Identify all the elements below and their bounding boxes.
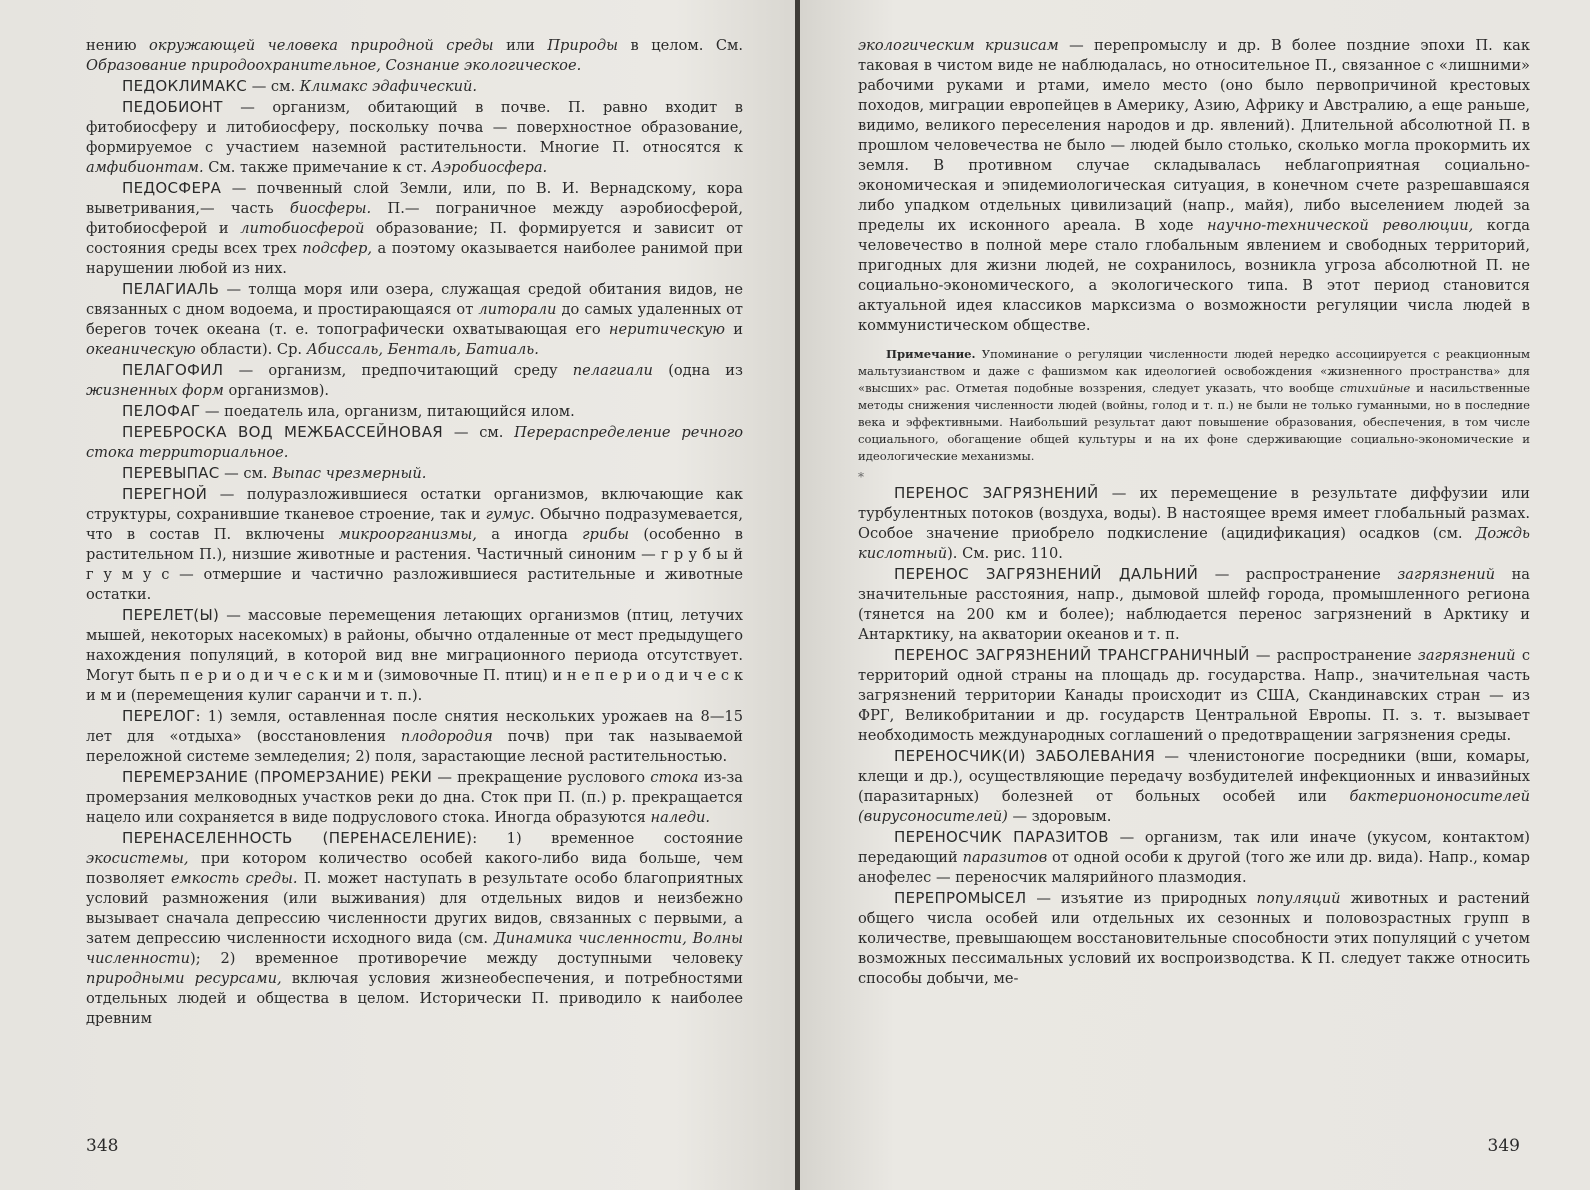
footnote: [858, 346, 1530, 465]
left-paragraph: ПЕРЕНАСЕЛЕННОСТЬ (ПЕРЕНАСЕЛЕНИЕ): 1) временное состояние экосистемы, при котором количество особей какого-либо вида больше, чем позволяет емкость среды. П. может наступать в результате особо благоприятных условий размножения (или выживания) для отдельных видов и неизбежно вызывает сначала депрессию численности других видов, связанных с первыми, а затем депрессию численности исходного вида (см. Динамика численности, Волны численности); 2) временное противоречие между доступными человеку природными ресурсами, включая условия жизнеобеспечения, и потребностями отдельных людей и общества в целом. Исторически П. приводило к наиболее древним: [86, 829, 743, 1027]
left-paragraph: ПЕРЕЛЕТ(Ы) — массовые перемещения летающих организмов (птиц, летучих мышей, некоторых насекомых) в районы, обычно отдаленные от мест предыдущего нахождения популяций, в которой вид вне миграционного периода отсутствует. Могут быть п е р и о д и ч е с к и м и (зимовочные П. птиц) и н е п е р и о д и ч е с к и м и (перемещения кулиг саранчи и т. п.).: [86, 606, 743, 704]
left-paragraph: ПЕДОСФЕРА — почвенный слой Земли, или, по В. И. Вернадскому, кора выветривания,— часть биосферы. П.— пограничное между аэробиосферой, фитобиосферой и литобиосферой образование; П. формируется и зависит от состояния среды всех трех подсфер, а поэтому оказывается наиболее ранимой при нарушении любой из них.: [86, 179, 743, 277]
left-paragraph: ПЕРЕЛОГ: 1) земля, оставленная после снятия нескольких урожаев на 8—15 лет для «отдыха» (восстановления плодородия почв) при так называемой переложной системе земледелия; 2) поля, зарастающие лесной растительностью.: [86, 707, 743, 765]
right-paragraph: ПЕРЕНОС ЗАГРЯЗНЕНИЙ ТРАНСГРАНИЧНЫЙ — распространение загрязнений с территорий одной страны на площадь др. государства. Напр., значительная часть загрязнений территории Канады происходит из США, Скандинавских стран — из ФРГ, Великобритании и др. государств Центральной Европы. П. з. т. вызывает необходимость международных соглашений о предотвращении загрязнения среды.: [858, 646, 1531, 744]
left-paragraph: ПЕЛАГОФИЛ — организм, предпочитающий среду пелагиали (одна из жизненных форм организмов).: [86, 361, 743, 399]
page-number-left: 348: [86, 1136, 119, 1156]
left-page-text: [86, 36, 743, 1029]
left-paragraph: ПЕРЕБРОСКА ВОД МЕЖБАССЕЙНОВАЯ — см. Перераспределение речного стока территориальное.: [86, 423, 743, 461]
right-paragraph: ПЕРЕНОСЧИК ПАРАЗИТОВ — организм, так или иначе (укусом, контактом) передающий паразитов от одной особи к другой (того же или др. вида). Напр., комар анофелес — переносчик малярийного плазмодия.: [858, 828, 1530, 886]
right-page-text: [858, 36, 1530, 336]
left-paragraph: ПЕДОБИОНТ — организм, обитающий в почве. П. равно входит в фитобиосферу и литобиосферу, поскольку почва — поверхностное образование, формируемое с участием наземной растительности. Многие П. относятся к амфибионтам. См. также примечание к ст. Аэробиосфера.: [86, 98, 743, 176]
left-paragraph: ПЕДОКЛИМАКС — см. Климакс эдафический.: [122, 77, 478, 95]
left-paragraph: ПЕЛОФАГ — поедатель ила, организм, питающийся илом.: [122, 402, 575, 420]
left-paragraph: нению окружающей человека природной среды или Природы в целом. См. Образование природоохранительное, Сознание экологическое.: [86, 37, 743, 74]
left-paragraph: ПЕРЕВЫПАС — см. Выпас чрезмерный.: [122, 464, 427, 482]
footnote-star: *: [858, 470, 864, 484]
right-paragraph: экологическим кризисам — перепромыслу и др. В более поздние эпохи П. как таковая в чистом виде не наблюдалась, но относительное П., связанное с «лишними» рабочими руками и ртами, имело место (оно было первопричиной крестовых походов, миграции европейцев в Америку, Азию, Африку и Австралию, а еще раньше, видимо, великого переселения народов и др. явлений). Длительной абсолютной П. в прошлом человечества не было — людей было столько, сколько могла прокормить их земля. В противном случае складывалась неблагоприятная социально-экономическая и эпидемиологическая ситуация, в конечном счете разрешавшаяся либо упадком отдельных цивилизаций (напр., майя), либо выселением людей за пределы их исконного ареала. В ходе научно-технической революции, когда человечество в полной мере стало глобальным явлением и свободных территорий, пригодных для жизни людей, не сохранилось, возникла угроза абсолютной П. не социально-экономического, а экологического типа. В этот период становится актуальной идея классиков марксизма о возможности регуляции числа людей в коммунистическом обществе.: [858, 37, 1530, 334]
page-number-right: 349: [1487, 1136, 1520, 1156]
right-page: [800, 0, 1590, 1190]
left-paragraph: ПЕРЕМЕРЗАНИЕ (ПРОМЕРЗАНИЕ) РЕКИ — прекращение руслового стока из-за промерзания мелководных участков реки до дна. Сток при П. (п.) р. прекращается нацело или сохраняется в виде подруслового стока. Иногда образуются наледи.: [86, 768, 743, 826]
right-paragraph: ПЕРЕНОС ЗАГРЯЗНЕНИЙ — их перемещение в результате диффузии или турбулентных потоков (воздуха, воды). В настоящее время имеет глобальный размах. Особое значение приобрело подкисление (ацидификация) осадков (см. Дождь кислотный). См. рис. 110.: [858, 484, 1530, 562]
footnote-text: Упоминание о регуляции численности людей нередко ассоциируется с реакционным мальтузианством и даже с фашизмом как идеологией освобождения «жизненного пространства» для «высших» рас. Отметая подобные воззрения, следует указать, что вообще стихийные и насильственные методы снижения численности людей (войны, голод и т. п.) не были не только гуманными, но в последние века и эффективными. Наибольший результат дают повышение образования, обеспечения, в том числе социального, обогащение общей культуры и на их фоне сдерживающие социально-экономические и идеологические механизмы.: [858, 347, 1530, 463]
footnote-label: Примечание.: [886, 347, 976, 361]
right-paragraph: ПЕРЕПРОМЫСЕЛ — изъятие из природных популяций животных и растений общего числа особей или отдельных их сезонных и половозрастных групп в количестве, превышающем восстановительные способности этих популяций с учетом возможных пессимальных условий их воспроизводства. К П. следует также относить способы добычи, ме-: [858, 889, 1530, 987]
right-page-text-after: [858, 483, 1530, 989]
left-paragraph: ПЕЛАГИАЛЬ — толща моря или озера, служащая средой обитания видов, не связанных с дном водоема, и простирающаяся от литорали до самых удаленных от берегов точек океана (т. е. топографически охватывающая его неритическую и океаническую области). Ср. Абиссаль, Бенталь, Батиаль.: [86, 280, 743, 358]
left-paragraph: ПЕРЕГНОЙ — полуразложившиеся остатки организмов, включающие как структуры, сохранившие тканевое строение, так и гумус. Обычно подразумевается, что в состав П. включены микроорганизмы, а иногда грибы (особенно в растительном П.), низшие животные и растения. Частичный синоним — г р у б ы й г у м у с — отмершие и частично разложившиеся растительные и животные остатки.: [86, 485, 743, 603]
right-paragraph: ПЕРЕНОС ЗАГРЯЗНЕНИЙ ДАЛЬНИЙ — распространение загрязнений на значительные расстояния, напр., дымовой шлейф города, промышленного региона (тянется на 200 км и более); наблюдается перенос загрязнений в Арктику и Антарктику, на акватории океанов и т. п.: [858, 565, 1530, 643]
right-paragraph: ПЕРЕНОСЧИК(И) ЗАБОЛЕВАНИЯ — членистоногие посредники (вши, комары, клещи и др.), осуществляющие передачу возбудителей инфекционных и инвазийных (паразитарных) болезней от больных особей или бактериононосителей (вирусоносителей) — здоровым.: [858, 747, 1530, 825]
